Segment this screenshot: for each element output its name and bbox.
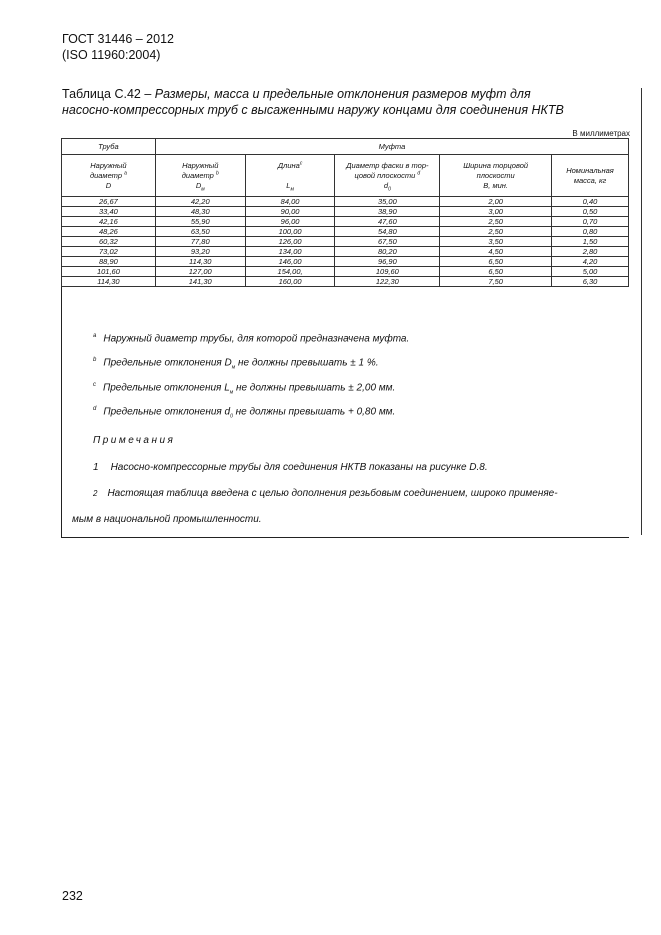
column-header-line1: Длина xyxy=(277,160,300,170)
column-header-3 xyxy=(245,155,335,197)
table-cell: 160,00 xyxy=(245,277,335,287)
footnote-text: Наружный диаметр трубы, для которой предназначена муфта. xyxy=(103,333,410,345)
table-cell: 77,80 xyxy=(155,237,245,247)
table-cell: 35,00 xyxy=(335,197,440,207)
footnote-d xyxy=(93,406,396,420)
table-cell: 73,02 xyxy=(62,247,156,257)
note-2-text-line1: Настоящая таблица введена с целью дополнения резьбовым соединением, широко применяе- xyxy=(107,488,558,499)
table-cell: 141,30 xyxy=(155,277,245,287)
column-header-2 xyxy=(155,155,245,197)
table-row xyxy=(62,277,629,287)
footnote-b xyxy=(93,357,379,371)
footnote-c xyxy=(93,382,396,396)
footnote-mark: c xyxy=(93,382,96,388)
group-header-pipe: Труба xyxy=(62,139,156,155)
footnote-a xyxy=(93,333,409,344)
footnote-ref: a xyxy=(124,170,127,176)
table-cell: 3,50 xyxy=(440,237,552,247)
column-header-line1: Диаметр фаски в тор- xyxy=(346,160,429,170)
column-header-symbol: D xyxy=(105,180,112,190)
table-cell: 101,60 xyxy=(62,267,156,277)
footnote-text-end: не должны превышать ± 1 %. xyxy=(235,357,379,369)
table-cell: 2,80 xyxy=(552,247,629,257)
table-row xyxy=(62,217,629,227)
table-cell: 33,40 xyxy=(62,207,156,217)
table-cell: 26,67 xyxy=(62,197,156,207)
column-header-line1: Наружный xyxy=(182,160,219,170)
note-1 xyxy=(93,462,488,473)
note-2-number: 2 xyxy=(93,489,98,498)
column-header-symbol: d xyxy=(383,180,389,190)
table-cell: 127,00 xyxy=(155,267,245,277)
column-header-line2: плоскости xyxy=(476,170,515,180)
table-cell: 2,50 xyxy=(440,227,552,237)
table-cell: 96,00 xyxy=(245,217,335,227)
table-cell: 6,30 xyxy=(552,277,629,287)
table-cell: 6,50 xyxy=(440,257,552,267)
table-cell: 0,70 xyxy=(552,217,629,227)
table-cell: 100,00 xyxy=(245,227,335,237)
table-row xyxy=(62,237,629,247)
table-cell: 96,90 xyxy=(335,257,440,267)
table-row xyxy=(62,257,629,267)
footnote-text: Предельные отклонения xyxy=(103,406,225,418)
footnote-text: Предельные отклонения xyxy=(103,382,225,394)
table-cell: 1,50 xyxy=(552,237,629,247)
table-cell: 146,00 xyxy=(245,257,335,267)
footnote-subscript: м xyxy=(231,364,236,371)
footnote-ref: d xyxy=(417,170,421,176)
table-cell: 114,30 xyxy=(155,257,245,267)
table-cell: 3,00 xyxy=(440,207,552,217)
table-cell: 60,32 xyxy=(62,237,156,247)
column-header-5 xyxy=(440,155,552,197)
table-cell: 5,00 xyxy=(552,267,629,277)
table-cell: 114,30 xyxy=(62,277,156,287)
footnote-subscript: 0 xyxy=(230,413,233,420)
table-cell: 42,16 xyxy=(62,217,156,227)
footnote-text: Предельные отклонения xyxy=(103,357,225,369)
footnote-mark: a xyxy=(93,333,97,339)
table-cell: 63,50 xyxy=(155,227,245,237)
table-caption xyxy=(62,86,632,118)
table-cell: 4,20 xyxy=(552,257,629,267)
footnote-symbol: d xyxy=(224,406,231,418)
footnote-text-end: не должны превышать ± 2,00 мм. xyxy=(233,382,396,394)
note-1-number: 1 xyxy=(93,462,99,473)
note-2-continuation: мым в национальной промышленности. xyxy=(72,514,262,525)
note-2 xyxy=(93,488,558,499)
table-cell: 2,50 xyxy=(440,217,552,227)
group-header-coupling: Муфта xyxy=(155,139,628,155)
table-cell: 134,00 xyxy=(245,247,335,257)
table-cell: 0,50 xyxy=(552,207,629,217)
note-1-text: Насосно-компрессорные трубы для соединения НКТВ показаны на рисунке D.8. xyxy=(110,462,488,473)
margin-bar xyxy=(641,88,642,535)
footnote-mark: d xyxy=(93,406,97,412)
table-cell: 67,50 xyxy=(335,237,440,247)
table-row xyxy=(62,227,629,237)
footnote-symbol: D xyxy=(224,357,232,369)
table-cell: 154,00, xyxy=(245,267,335,277)
column-header-line2: диаметр xyxy=(181,170,214,180)
table-cell: 84,00 xyxy=(245,197,335,207)
standard-number: ГОСТ 31446 – 2012 xyxy=(62,32,174,46)
table-row xyxy=(62,247,629,257)
table-cell: 2,00 xyxy=(440,197,552,207)
column-header-line1: Номинальная xyxy=(566,165,614,175)
column-header-4 xyxy=(335,155,440,197)
table-cell: 38,90 xyxy=(335,207,440,217)
column-header-1 xyxy=(62,155,156,197)
table-cell: 90,00 xyxy=(245,207,335,217)
table-cell: 47,60 xyxy=(335,217,440,227)
column-header-symbol: L xyxy=(286,180,291,190)
table-cell: 0,80 xyxy=(552,227,629,237)
column-header-line2: цовой плоскости xyxy=(354,170,416,180)
column-header-subscript: 0 xyxy=(388,186,391,192)
footnote-text-end: не должны превышать + 0,80 мм. xyxy=(232,406,396,418)
column-header-line2: масса, кг xyxy=(573,175,607,185)
caption-title-line1: Размеры, масса и предельные отклонения размеров муфт для xyxy=(154,87,531,101)
footnote-ref: b xyxy=(215,170,219,176)
column-header-line2: диаметр xyxy=(89,170,122,180)
table-cell: 4,50 xyxy=(440,247,552,257)
column-header-symbol: D xyxy=(195,180,202,190)
units-label: В миллиметрах xyxy=(572,129,630,138)
table-cell: 55,90 xyxy=(155,217,245,227)
column-header-line1: Наружный xyxy=(90,160,127,170)
table-cell: 122,30 xyxy=(335,277,440,287)
column-header-subscript: м xyxy=(201,186,205,192)
iso-reference: (ISO 11960:2004) xyxy=(62,48,161,62)
table-cell: 109,60 xyxy=(335,267,440,277)
footnote-ref: c xyxy=(299,160,303,166)
footnote-symbol: L xyxy=(224,382,230,394)
notes-title: Примечания xyxy=(93,435,176,446)
table-cell: 88,90 xyxy=(62,257,156,267)
footnote-mark: b xyxy=(93,357,97,363)
column-header-6 xyxy=(552,155,629,197)
column-header-symbol: B, мин. xyxy=(483,180,508,190)
table-cell: 0,40 xyxy=(552,197,629,207)
footnote-subscript: м xyxy=(229,389,234,396)
caption-prefix: Таблица С.42 – xyxy=(62,87,155,101)
caption-title-line2: насосно-компрессорных труб с высаженными наружу концами для соединения НКТВ xyxy=(62,103,564,117)
table-row xyxy=(62,267,629,277)
table-cell: 42,20 xyxy=(155,197,245,207)
table-cell: 80,20 xyxy=(335,247,440,257)
table-cell: 54,80 xyxy=(335,227,440,237)
table-cell: 6,50 xyxy=(440,267,552,277)
table-cell: 93,20 xyxy=(155,247,245,257)
table-cell: 7,50 xyxy=(440,277,552,287)
column-header-line1: Ширина торцовой xyxy=(463,160,529,170)
table-cell: 48,30 xyxy=(155,207,245,217)
table-row xyxy=(62,207,629,217)
dimensions-table xyxy=(61,138,629,287)
document-header xyxy=(62,31,174,63)
column-header-subscript: м xyxy=(290,186,294,192)
page-number: 232 xyxy=(62,889,83,903)
table-cell: 48,26 xyxy=(62,227,156,237)
table-row xyxy=(62,197,629,207)
table-cell: 126,00 xyxy=(245,237,335,247)
